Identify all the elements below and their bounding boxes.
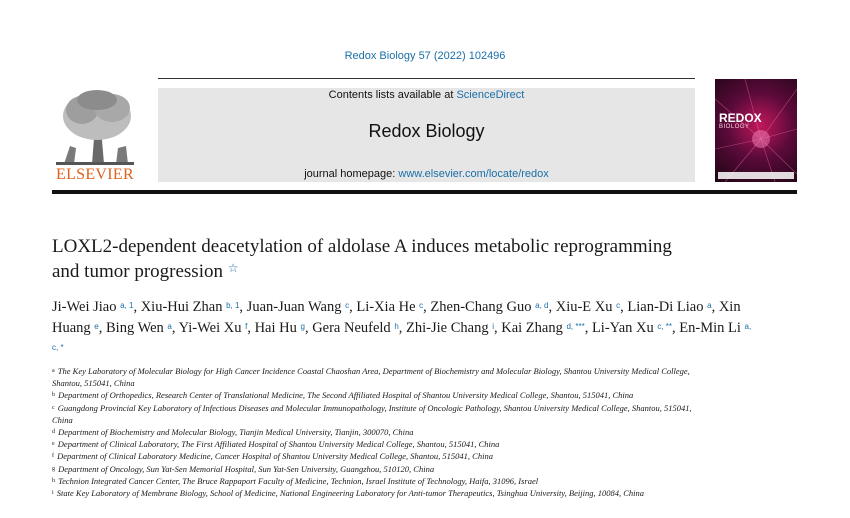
affiliation-item [52, 475, 702, 487]
author-name[interactable]: Xiu-Hui Zhan [140, 299, 223, 315]
author-affiliation-marks[interactable]: e [94, 322, 99, 331]
author[interactable] [141, 299, 240, 315]
journal-title[interactable]: Redox Biology [368, 121, 485, 141]
author-affiliation-marks[interactable]: i [492, 322, 494, 331]
author[interactable] [106, 320, 172, 336]
author-separator: , [620, 299, 628, 315]
author[interactable] [179, 320, 248, 336]
author-list [52, 297, 752, 360]
author-name[interactable]: En-Min Li [679, 320, 741, 336]
author-name[interactable]: Juan-Juan Wang [246, 299, 342, 315]
author-name[interactable]: Xin Huang [52, 299, 741, 336]
author-name[interactable]: Zhen-Chang Guo [430, 299, 532, 315]
author[interactable] [406, 320, 494, 336]
affiliation-text: The Key Laboratory of Molecular Biology for High Cancer Incidence Coastal Chaoshan Area, Department of Biochemistry and Molecular Biology, Shantou University Medical College, Shantou, 515041, China [52, 366, 690, 389]
journal-homepage [158, 168, 695, 180]
contents-prefix: Contents lists available at [328, 89, 457, 101]
author-affiliation-marks[interactable]: c [345, 301, 350, 310]
author-name[interactable]: Ji-Wei Jiao [52, 299, 117, 315]
affiliation-item [52, 365, 702, 389]
affiliation-text: Department of Orthopedics, Research Center of Translational Medicine, The Second Affiliated Hospital of Shantou University Medical College, Shantou, 515041, China [58, 390, 634, 401]
author-separator: , [672, 320, 680, 336]
author-separator: , [548, 299, 556, 315]
author-affiliation-marks[interactable]: g [300, 322, 305, 331]
author-affiliation-marks[interactable]: a, d [535, 301, 549, 310]
author-separator: , [423, 299, 431, 315]
affiliation-item [52, 438, 702, 450]
affiliation-key: a [52, 368, 55, 374]
author-affiliation-marks[interactable]: h [394, 322, 399, 331]
author-affiliation-marks[interactable]: a, c, * [52, 322, 752, 352]
affiliation-item [52, 402, 702, 426]
author-separator: , [398, 320, 407, 336]
affiliation-text: State Key Laboratory of Membrane Biology, School of Medicine, National Engineering Laboratory for Anti-tumor Therapeutics, Tsinghua University, Beijing, 10084, China [56, 488, 644, 499]
article-title [52, 234, 672, 284]
affiliation-text: Department of Oncology, Sun Yat-Sen Memorial Hospital, Sun Yat-Sen University, Guangzhou, 510120, China [58, 463, 435, 474]
author-separator: , [711, 299, 719, 315]
author-separator: , [584, 320, 592, 336]
author[interactable] [430, 299, 548, 315]
author-separator: , [304, 320, 313, 336]
title-footnote-star-icon[interactable]: ☆ [227, 261, 239, 275]
journal-cover-thumbnail[interactable] [715, 79, 797, 182]
affiliation-key: i [52, 490, 54, 497]
affiliation-key: d [52, 429, 55, 436]
author[interactable] [356, 299, 423, 315]
header-bottom-rule [52, 190, 797, 194]
author-separator: , [98, 320, 106, 336]
affiliation-key: b [52, 392, 55, 399]
author-name[interactable]: Yi-Wei Xu [178, 320, 242, 336]
author[interactable] [592, 320, 672, 336]
journal-homepage-link[interactable]: www.elsevier.com/locate/redox [398, 168, 549, 180]
affiliation-key: g [52, 465, 55, 472]
author-name[interactable]: Gera Neufeld [312, 320, 391, 336]
affiliation-item [52, 487, 702, 499]
author-name[interactable]: Hai Hu [254, 320, 297, 336]
author-separator: , [247, 320, 255, 336]
cover-subtitle: BIOLOGY [719, 124, 750, 130]
author-affiliation-marks[interactable]: b, 1 [226, 301, 240, 310]
affiliation-text: Department of Clinical Laboratory, The First Affiliated Hospital of Shantou University Medical College, Shantou, 515041, China [57, 439, 500, 450]
affiliation-item [52, 389, 702, 401]
author-affiliation-marks[interactable]: a [707, 301, 712, 310]
affiliation-key: c [52, 404, 55, 411]
sciencedirect-link[interactable]: ScienceDirect [456, 89, 525, 101]
author-affiliation-marks[interactable]: a, 1 [120, 301, 134, 310]
article-title-text: LOXL2-dependent deacetylation of aldolase A induces metabolic reprogramming and tumor progression [52, 236, 672, 282]
author-name[interactable]: Lian-Di Liao [627, 299, 704, 315]
author-separator: , [171, 320, 179, 336]
author-separator: , [239, 299, 247, 315]
author-affiliation-marks[interactable]: c, ** [657, 322, 673, 331]
homepage-prefix: journal homepage: [304, 168, 399, 180]
header-top-rule [158, 78, 695, 79]
affiliation-key: e [52, 441, 55, 448]
author-name[interactable]: Zhi-Jie Chang [406, 320, 489, 336]
affiliation-list [52, 365, 702, 499]
author-name[interactable]: Li-Yan Xu [591, 320, 654, 336]
affiliation-text: Guangdong Provincial Key Laboratory of Infectious Diseases and Molecular Immunopathology, Institute of Oncologic Pathology, Shantou University Medical College, Shantou, 515041, China [52, 402, 692, 425]
author-name[interactable]: Kai Zhang [501, 320, 563, 336]
author[interactable] [501, 320, 584, 336]
author-affiliation-marks[interactable]: c [616, 301, 621, 310]
author-name[interactable]: Bing Wen [106, 320, 164, 336]
author[interactable] [556, 299, 620, 315]
cover-footer-strip [718, 172, 794, 179]
affiliation-text: Technion Integrated Cancer Center, The Bruce Rappaport Faculty of Medicine, Technion, Israel Institute of Technology, Haifa, 31096, Israel [58, 475, 539, 486]
elsevier-wordmark[interactable]: ELSEVIER [56, 166, 134, 183]
author[interactable] [627, 299, 711, 315]
journal-header-box [158, 88, 695, 182]
author-name[interactable]: Xiu-E Xu [555, 299, 613, 315]
author[interactable] [52, 299, 133, 315]
affiliation-text: Department of Biochemistry and Molecular Biology, Tianjin Medical University, Tianjin, 300070, China [58, 427, 414, 438]
author-affiliation-marks[interactable]: c [419, 301, 424, 310]
journal-citation-link[interactable]: Redox Biology 57 (2022) 102496 [344, 50, 506, 62]
author-separator: , [493, 320, 502, 336]
affiliation-item [52, 450, 702, 462]
author-affiliation-marks[interactable]: d, *** [566, 322, 585, 331]
author[interactable] [312, 320, 399, 336]
contents-availability [158, 89, 695, 101]
author[interactable] [255, 320, 305, 336]
cover-title: REDOX [719, 111, 762, 125]
affiliation-key: f [52, 453, 54, 460]
cover-art-icon [715, 79, 797, 182]
author-affiliation-marks[interactable]: a [167, 322, 172, 331]
author-affiliation-marks[interactable]: f [245, 322, 248, 331]
author-name[interactable]: Li-Xia He [356, 299, 416, 315]
affiliation-item [52, 426, 702, 438]
author[interactable] [247, 299, 349, 315]
affiliation-text: Department of Clinical Laboratory Medicine, Cancer Hospital of Shantou University Medical College, Shantou, 515041, China [57, 451, 493, 462]
author-separator: , [349, 299, 357, 315]
author-separator: , [133, 299, 141, 315]
affiliation-key: h [52, 477, 55, 484]
affiliation-item [52, 463, 702, 475]
